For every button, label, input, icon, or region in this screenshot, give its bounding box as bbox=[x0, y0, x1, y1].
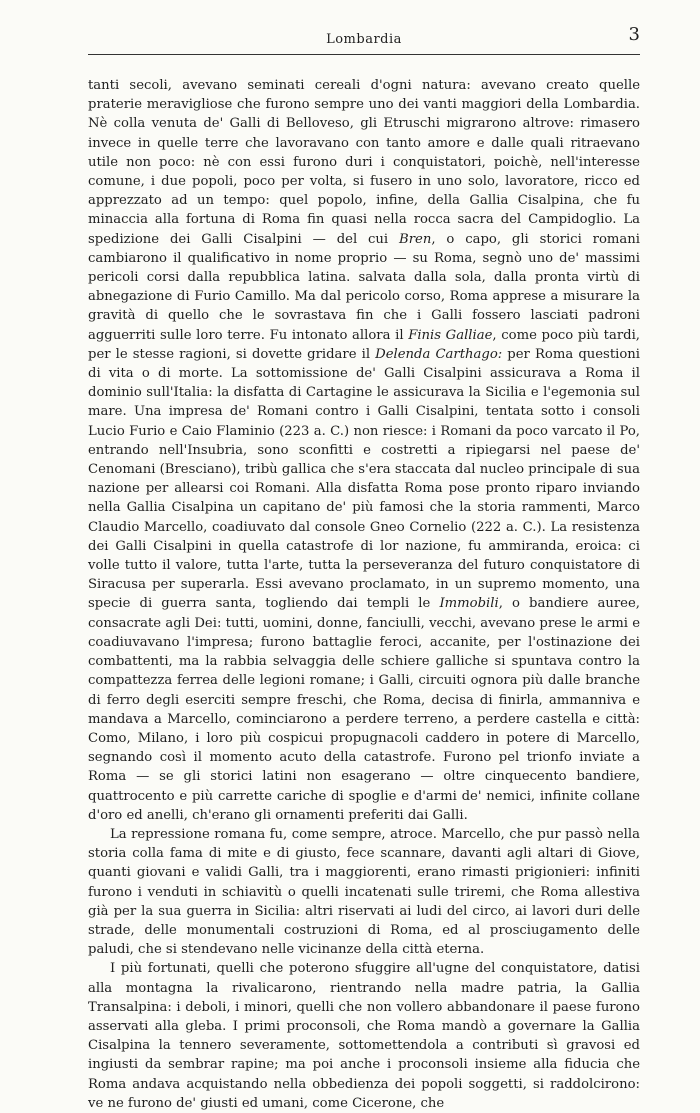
text-segment: , o bandiere auree, consacrate agli Dei: tutti, uomini, donne, fanciulli, vecchi, avevano prese le armi e coadiuvavano l'impresa; furono battaglie feroci, accanite, per l'ostinazione dei combattenti, ma la rabbia selvaggia delle schiere galliche si spuntava contro la compattezza ferrea delle legioni romane; i Galli, circuiti ognora più dalle branche di ferro degli eserciti sempre freschi, che Roma, decisa di finirla, ammanniva e mandava a Marcello, cominciarono a perdere terreno, a perdere castella e città: Como, Milano, i loro più cospicui propugnacoli caddero in potere di Marcello, segnando così il momento acuto della catastrofe. Furono pel trionfo inviate a Roma — se gli storici latini non esagerano — oltre cinquecento bandiere, quattrocento e più carrette cariche di spoglie e d'armi de' nemici, infinite collane d'oro ed anelli, ch'erano gli ornamenti preferiti dai Galli. bbox=[88, 596, 640, 823]
paragraph-2 bbox=[88, 825, 640, 959]
italic-term: Bren bbox=[399, 231, 432, 247]
paragraph-1 bbox=[88, 76, 640, 825]
text-segment: I più fortunati, quelli che poterono sfuggire all'ugne del conquistatore, datisi alla montagna la rivalicarono, rientrando nella madre patria, la Gallia Transalpina: i deboli, i minori, quelli che non vollero abbandonare il paese furono asservati alla gleba. I primi proconsoli, che Roma mandò a governare la Gallia Cisalpina la tennero severamente, sottomettendola a contributi sì gravosi ed ingiusti da sembrar rapine; ma poi anche i proconsoli insieme alla fiducia che Roma andava acquistando nella obbedienza dei popoli soggetti, si raddolcirono: ve ne furono de' giusti ed umani, come Cicerone, che bbox=[88, 961, 640, 1111]
italic-term: Immobili bbox=[439, 596, 499, 612]
text-segment: tanti secoli, avevano seminati cereali d'ogni natura: avevano creato quelle praterie meravigliose che furono sempre uno dei vanti maggiori della Lombardia. Nè colla venuta de' Galli di Belloveso, gli Etruschi migrarono altrove: rimasero invece in quelle terre che lavoravano con tanto amore e dalle quali ritraevano utile non poco: nè con essi furono duri i conquistatori, poichè, nell'interesse comune, i due popoli, poco per volta, si fusero in uno solo, lavoratore, ricco ed apprezzato ad un tempo: quel popolo, infine, della Gallia Cisalpina, che fu minaccia alla fortuna di Roma fin quasi nella rocca sacra del Campidoglio. La spedizione dei Galli Cisalpini — del cui bbox=[88, 78, 640, 247]
text-segment: , o capo, gli storici romani cambiarono il qualificativo in nome proprio — su Roma, segnò uno de' massimi pericoli corsi dalla repubblica latina. salvata dalla sola, dalla pronta virtù di abnegazione di Furio Camillo. Ma dal pericolo corso, Roma apprese a misurare la gravità di quello che le sovrastava fin che i Galli fossero lasciati padroni agguerriti sulle loro terre. Fu intonato allora il bbox=[88, 231, 640, 343]
text-segment: La repressione romana fu, come sempre, atroce. Marcello, che pur passò nella storia colla fama di mite e di giusto, fece scannare, davanti agli altari di Giove, quanti giovani e validi Galli, tra i maggiorenti, erano rimasti prigionieri: infiniti furono i venduti in schiavitù o quelli incatenati sulle triremi, che Roma allestiva già per la sua guerra in Sicilia: altri riservati ai ludi del circo, ai lavori duri delle strade, delle monumentali costruzioni di Roma, ed al prosciugamento delle paludi, che si stendevano nelle vicinanze della città eterna. bbox=[88, 826, 640, 958]
header-rule bbox=[88, 54, 640, 55]
text-segment: , come poco più tardi, per le stesse ragioni, si dovette gridare il bbox=[88, 327, 640, 362]
italic-term: Finis Galliae bbox=[408, 327, 493, 343]
page-number: 3 bbox=[628, 24, 640, 45]
page-header bbox=[88, 22, 640, 50]
text-segment: per Roma questioni di vita o di morte. La sottomissione de' Galli Cisalpini assicurava a Roma il dominio sull'Italia: la disfatta di Cartagine le assicurava la Sicilia e l'egemonia sul mare. Una impresa de' Romani contro i Galli Cisalpini, tentata sotto i consoli Lucio Furio e Caio Flaminio (223 a. C.) non riesce: i Romani da poco varcato il Po, entrando nell'Insubria, sono sconfitti e costretti a ripiegarsi nel paese de' Cenomani (Bresciano), tribù gallica che s'era staccata dal nucleo principale di sua nazione per allearsi coi Romani. Alla disfatta Roma pose pronto riparo inviando nella Gallia Cisalpina un capitano de' più famosi che la storia rammenti, Marco Claudio Marcello, coadiuvato dal console Gneo Cornelio (222 a. C.). La resistenza dei Galli Cisalpini in quella catastrofe di lor nazione, fu ammiranda, eroica: ci volle tutto il valore, tutta l'arte, tutta la perseveranza del futuro conquistatore di Siracusa per superarla. Essi avevano proclamato, in un supremo momento, una specie di guerra santa, togliendo dai templi le bbox=[88, 346, 640, 612]
italic-term: Delenda Carthago: bbox=[375, 346, 503, 362]
running-title: Lombardia bbox=[326, 32, 402, 47]
paragraph-3 bbox=[88, 959, 640, 1113]
body-text bbox=[88, 76, 640, 1113]
